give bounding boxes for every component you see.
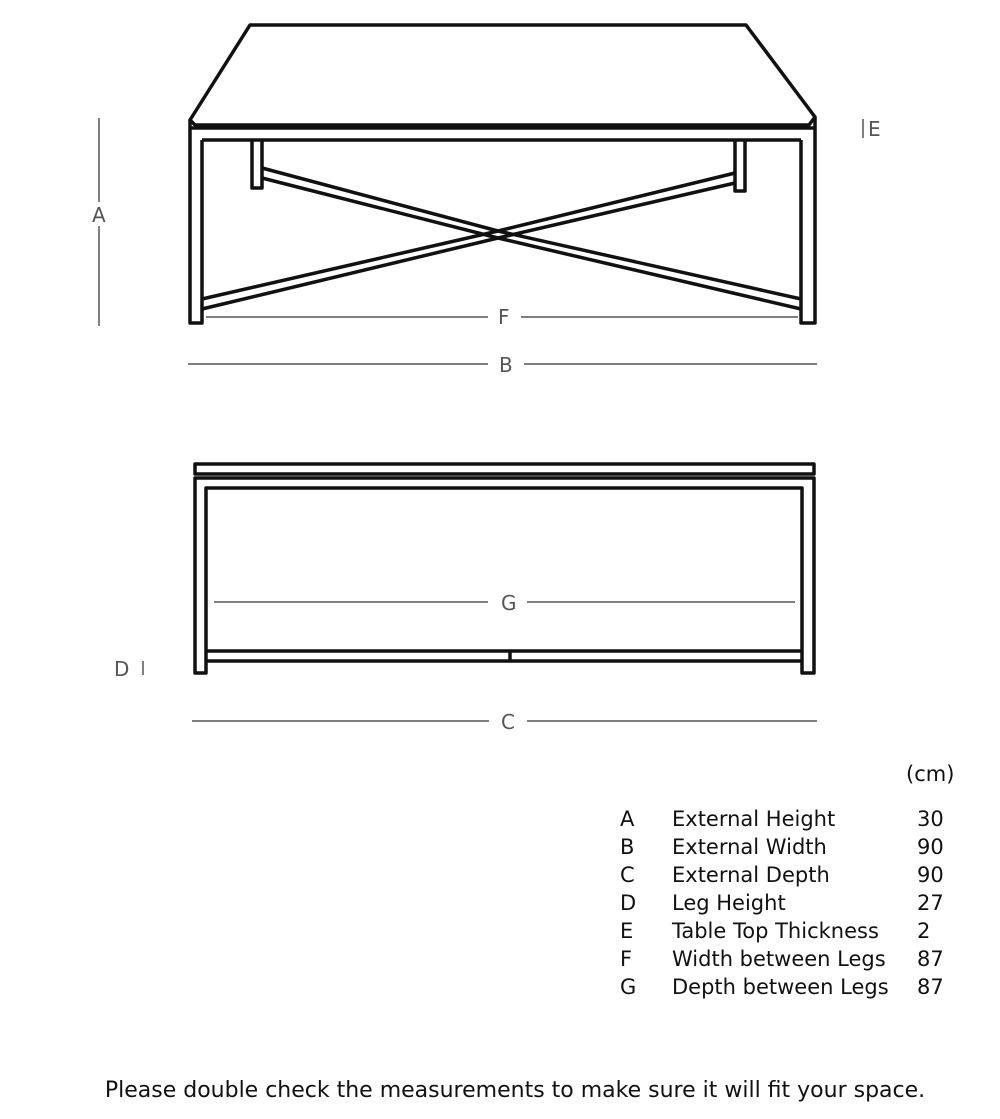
dimension-value: 90 xyxy=(917,863,944,887)
dimension-key: G xyxy=(620,975,637,999)
dimension-key: A xyxy=(620,807,635,831)
side-view xyxy=(195,464,814,673)
dimension-value: 90 xyxy=(917,835,944,859)
dimension-key: B xyxy=(620,835,635,859)
dimension-table xyxy=(620,805,957,1001)
unit-label: (cm) xyxy=(906,762,955,786)
cross-stretcher xyxy=(202,231,801,309)
right-back-leg xyxy=(735,140,745,191)
label-d: D xyxy=(114,657,130,681)
dimension-name: Width between Legs xyxy=(672,947,886,971)
dimension-value: 87 xyxy=(917,947,944,971)
dimension-key: E xyxy=(620,919,634,943)
label-e: E xyxy=(868,117,881,141)
label-g: G xyxy=(501,591,517,615)
label-f: F xyxy=(498,305,510,329)
disclaimer-text: Please double check the measurements to make sure it will fit your space. xyxy=(104,1078,926,1103)
dimension-row xyxy=(620,945,957,973)
dimension-row xyxy=(620,973,957,1001)
label-c: C xyxy=(501,710,515,734)
dimension-value: 27 xyxy=(917,891,944,915)
table-top xyxy=(190,25,815,125)
side-frame xyxy=(195,478,814,673)
dimension-name: Table Top Thickness xyxy=(672,919,879,943)
dimension-name: External Height xyxy=(672,807,836,831)
perspective-view xyxy=(190,25,815,323)
dimension-row xyxy=(620,917,957,945)
dimension-key: C xyxy=(620,863,635,887)
left-back-leg xyxy=(252,140,262,188)
label-a: A xyxy=(92,203,106,227)
side-table-top xyxy=(195,464,814,474)
dimension-row xyxy=(620,833,957,861)
dimension-value: 87 xyxy=(917,975,944,999)
dimension-name: External Width xyxy=(672,835,827,859)
dimension-name: External Depth xyxy=(672,863,830,887)
dimension-row xyxy=(620,805,957,833)
dimension-row xyxy=(620,889,957,917)
side-bottom-stretcher xyxy=(206,651,802,661)
label-b: B xyxy=(499,353,513,377)
dimension-name: Depth between Legs xyxy=(672,975,889,999)
dimension-value: 2 xyxy=(917,919,931,943)
left-front-leg xyxy=(190,120,202,323)
right-front-leg xyxy=(801,117,815,323)
dimension-value: 30 xyxy=(917,807,944,831)
dimension-key: D xyxy=(620,891,637,915)
dimension-row xyxy=(620,861,957,889)
dimension-name: Leg Height xyxy=(672,891,786,915)
dimension-key: F xyxy=(620,947,633,971)
